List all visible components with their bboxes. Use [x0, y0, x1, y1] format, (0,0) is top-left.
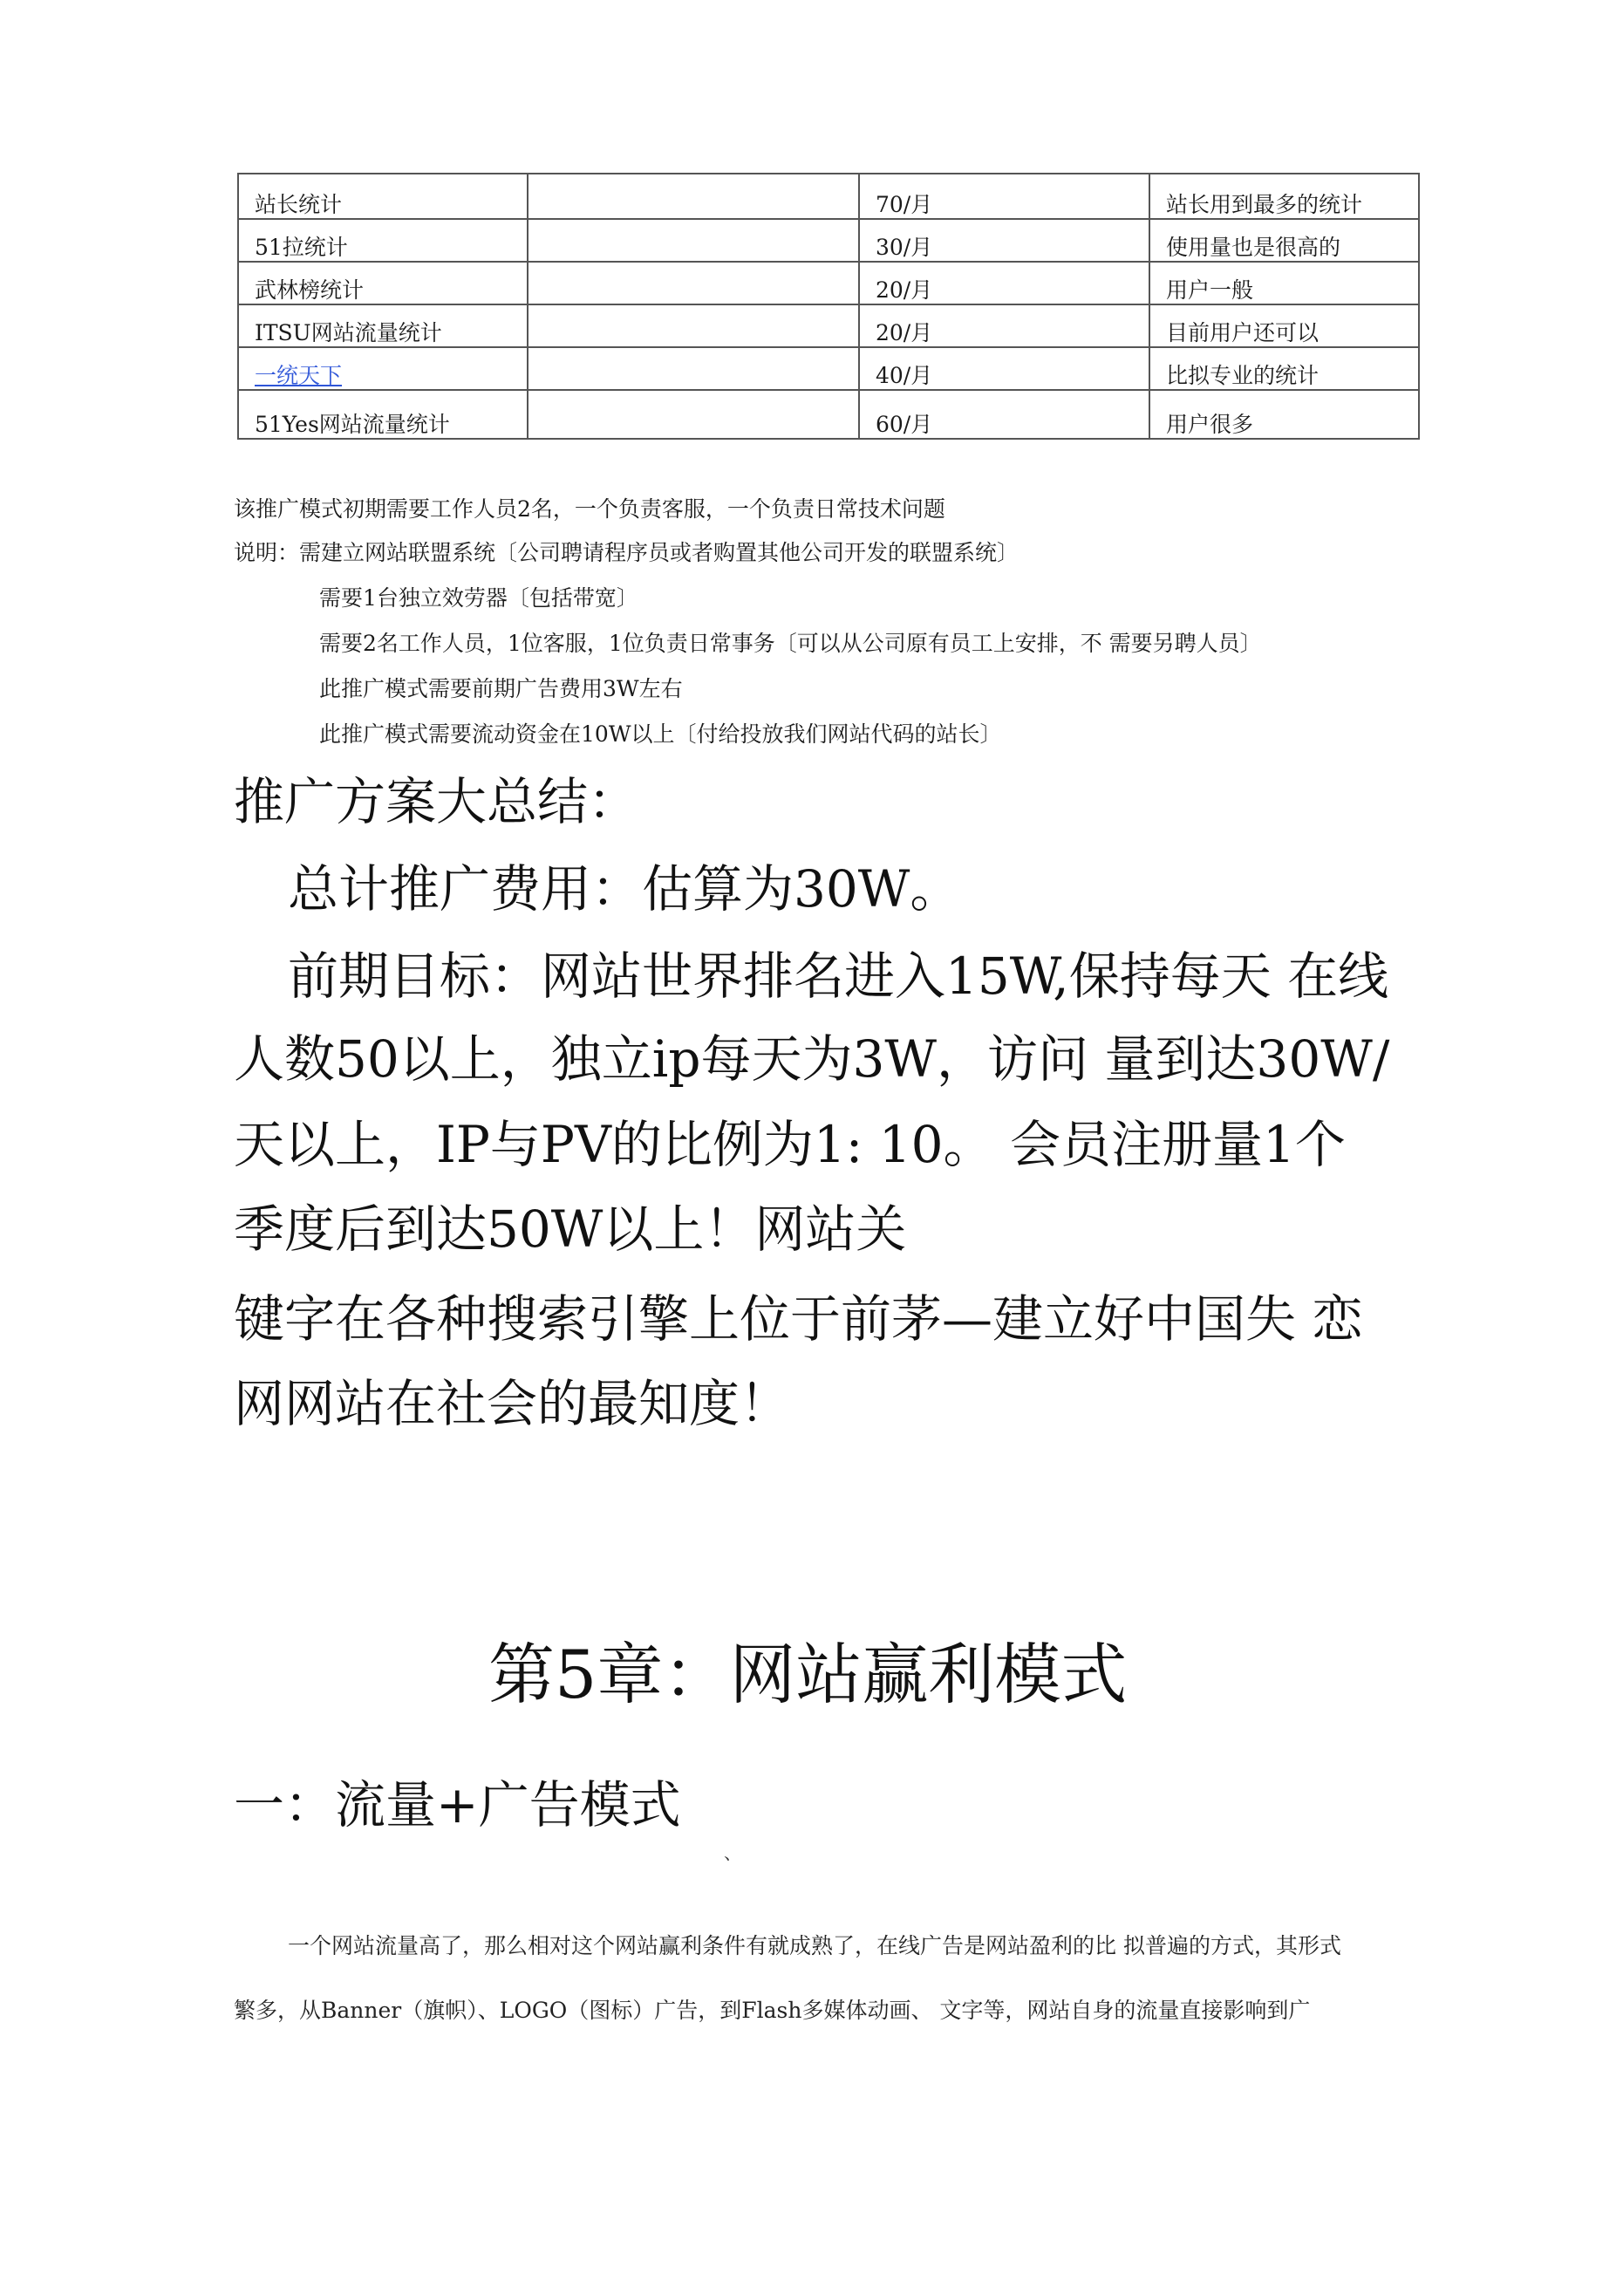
section-heading: 一：流量+广告模式: [234, 1775, 681, 1835]
note-line: 此推广模式需要流动资金在10W以上〔付给投放我们网站代码的站长〕: [319, 721, 1002, 747]
note-cell: 站长用到最多的统计: [1149, 174, 1419, 219]
service-name-cell: 51拉统计: [238, 219, 528, 262]
service-name-cell: ITSU网站流量统计: [238, 304, 528, 347]
price-cell: 20/月: [859, 304, 1149, 347]
table-row: [238, 174, 1419, 219]
empty-cell: [528, 262, 859, 304]
table-row: [238, 219, 1419, 262]
summary-line: 键字在各种搜索引擎上位于前茅—建立好中国失 恋: [234, 1289, 1363, 1349]
service-name-cell: 51Yes网站流量统计: [238, 390, 528, 439]
price-cell: 70/月: [859, 174, 1149, 219]
stray-mark: 、: [724, 1842, 741, 1863]
yitongtianxia-link[interactable]: 一统天下: [255, 363, 343, 388]
summary-line: 天以上，IP与PV的比例为1: 10。 会员注册量1个: [234, 1115, 1346, 1174]
summary-line: 人数50以上，独立ip每天为3W，访问 量到达30W/: [234, 1029, 1390, 1089]
price-cell: 40/月: [859, 347, 1149, 390]
empty-cell: [528, 219, 859, 262]
summary-line: 网网站在社会的最知度！: [234, 1374, 791, 1433]
note-line: 需要2名工作人员，1位客服，1位负责日常事务〔可以从公司原有员工上安排，不 需要另聘人员〕: [319, 631, 1262, 656]
table-row: [238, 390, 1419, 439]
price-cell: 20/月: [859, 262, 1149, 304]
paragraph-line: 繁多，从Banner（旗帜）、LOGO（图标）广告，到Flash多媒体动画、 文字等，网站自身的流量直接影响到广: [234, 1998, 1311, 2023]
note-cell: 用户一般: [1149, 262, 1419, 304]
note-cell: 用户很多: [1149, 390, 1419, 439]
note-line: 说明：需建立网站联盟系统〔公司聘请程序员或者购置其他公司开发的联盟系统〕: [234, 540, 1019, 565]
empty-cell: [528, 304, 859, 347]
service-name-cell: [238, 347, 528, 390]
note-line: 此推广模式需要前期广告费用3W左右: [319, 676, 683, 701]
price-cell: 60/月: [859, 390, 1149, 439]
summary-line: 总计推广费用：估算为30W。: [288, 859, 961, 919]
chapter-title: 第5章：网站赢利模式: [488, 1636, 1128, 1713]
table-row: [238, 347, 1419, 390]
note-cell: 使用量也是很高的: [1149, 219, 1419, 262]
note-line: 需要1台独立效劳器〔包括带宽〕: [319, 585, 638, 611]
empty-cell: [528, 390, 859, 439]
stats-pricing-table: [237, 173, 1420, 440]
empty-cell: [528, 174, 859, 219]
table-row: [238, 304, 1419, 347]
price-cell: 30/月: [859, 219, 1149, 262]
service-name-cell: 武林榜统计: [238, 262, 528, 304]
summary-heading: 推广方案大总结：: [234, 772, 639, 831]
summary-line: 季度后到达50W以上！网站关: [234, 1199, 907, 1259]
note-line: 该推广模式初期需要工作人员2名，一个负责客服，一个负责日常技术问题: [234, 496, 945, 522]
service-name-cell: 站长统计: [238, 174, 528, 219]
note-cell: 比拟专业的统计: [1149, 347, 1419, 390]
table-row: [238, 262, 1419, 304]
empty-cell: [528, 347, 859, 390]
paragraph-line: 一个网站流量高了，那么相对这个网站赢利条件有就成熟了，在线广告是网站盈利的比 拟普遍的方式，其形式: [288, 1933, 1341, 1958]
note-cell: 目前用户还可以: [1149, 304, 1419, 347]
summary-line: 前期目标：网站世界排名进入15W,保持每天 在线: [288, 946, 1389, 1006]
